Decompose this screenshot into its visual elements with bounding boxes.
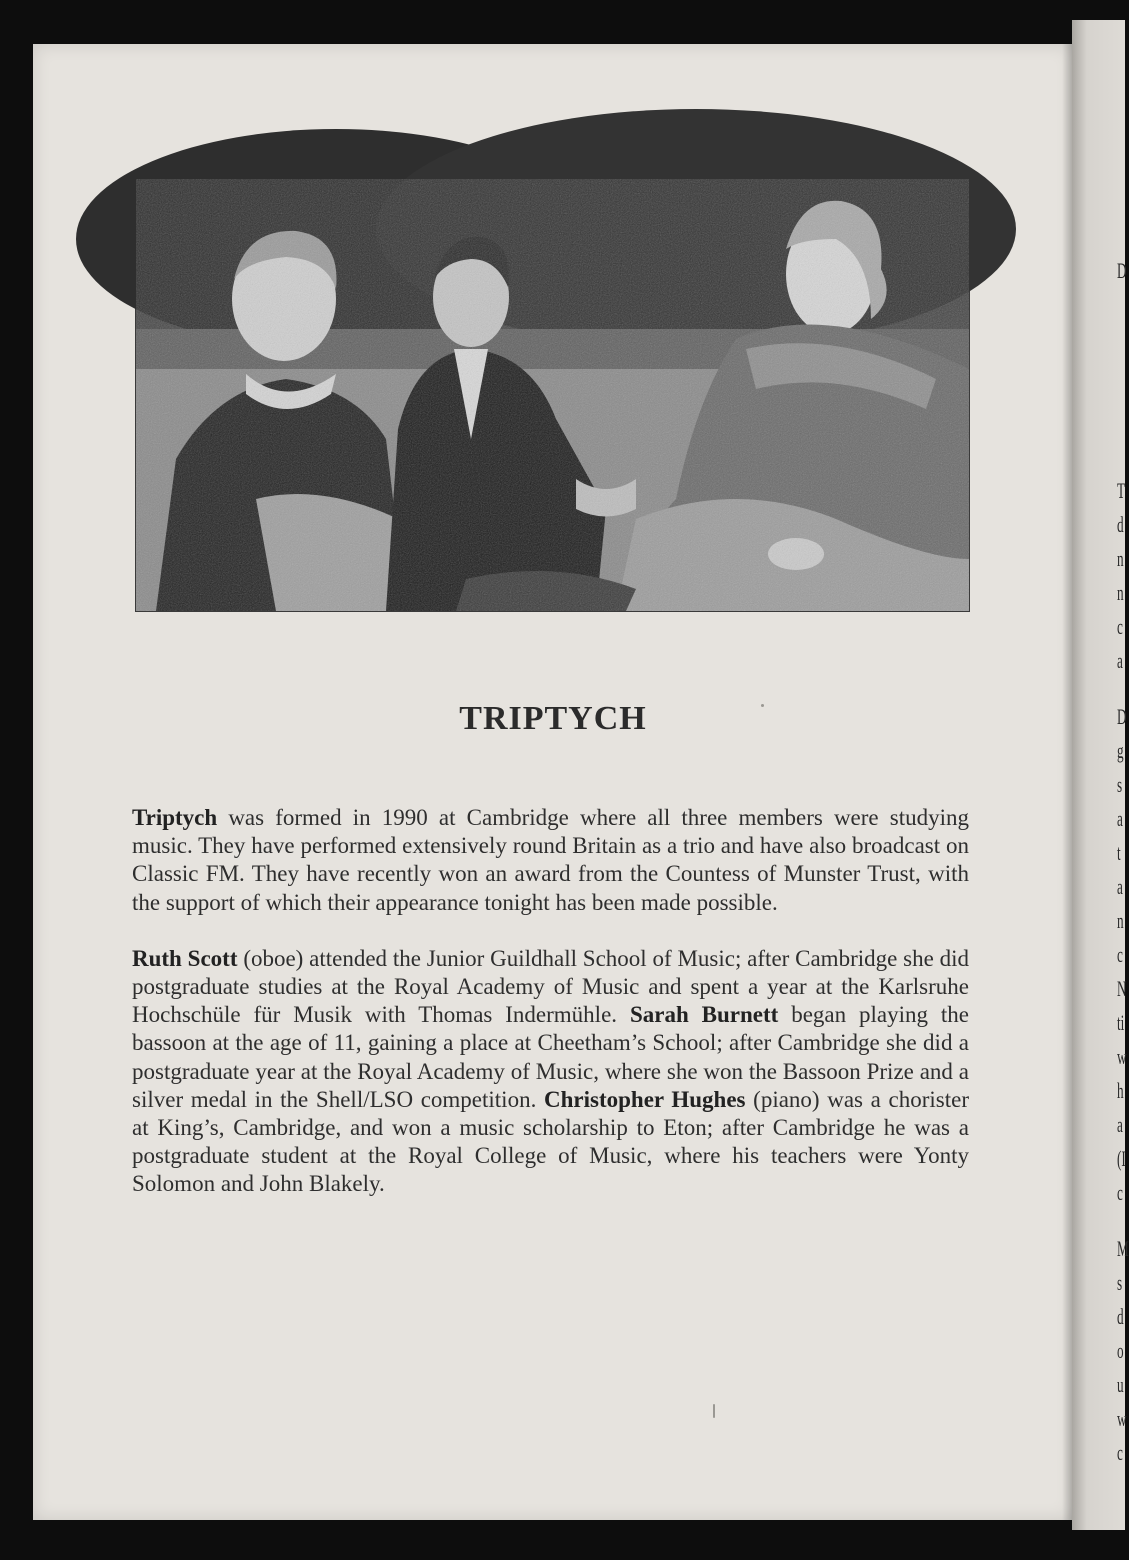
next-page-fragment: d	[1117, 1304, 1124, 1329]
next-page-fragment: c	[1117, 1440, 1123, 1465]
next-page-fragment: T	[1117, 478, 1126, 503]
next-page-fragment: c	[1117, 942, 1123, 967]
ensemble-name: Triptych	[132, 805, 218, 830]
member-name-christopher-hughes: Christopher Hughes	[544, 1086, 746, 1112]
photo-image	[136, 179, 969, 611]
member-bio-sarah-burnett: began playing the bassoon at the age of 11, gaining a place at Cheetham’s School; after Cambridge she did a postgraduate year at the Royal Academy of Music, where she won the Bassoon Prize and a silver medal in the Shell/LSO competition.	[132, 1002, 970, 1112]
paragraph-members	[132, 945, 969, 1199]
paper-speck	[713, 1404, 715, 1418]
member-name-sarah-burnett: Sarah Burnett	[629, 1002, 779, 1028]
next-page-fragment: w	[1117, 1044, 1127, 1069]
paper-speck	[761, 704, 764, 707]
member-name-ruth-scott: Ruth Scott	[132, 945, 238, 971]
next-page-fragment: g	[1117, 738, 1124, 763]
member-bio-christopher-hughes: (piano) was a chorister at King’s, Cambridge, and won a music scholarship to Eton; after Cambridge he was a postgraduate student at the Royal College of Music, where his teachers were Yonty Solomon and John Blakely.	[132, 1086, 970, 1197]
next-page-fragment: o	[1117, 1338, 1124, 1363]
next-page-fragment: s	[1117, 772, 1123, 797]
member-bio-ruth-scott: (oboe) attended the Junior Guildhall School of Music; after Cambridge she did postgraduate studies at the Royal Academy of Music and spent a year at the Karlsruhe Hochschüle für Musik with Thomas Indermühle.	[132, 945, 970, 1028]
paragraph-intro	[132, 804, 969, 917]
next-page-fragment: a	[1117, 874, 1123, 899]
next-page-fragment: d	[1117, 512, 1124, 537]
intro-text: was formed in 1990 at Cambridge where all three members were studying music. They have performed extensively round Britain as a trio and have also broadcast on Classic FM. They have recently won an award from the Countess of Munster Trust, with the support of which their appearance tonight has been made possible.	[132, 805, 969, 915]
next-page-fragment: a	[1117, 1112, 1123, 1137]
next-page-fragment: D	[1117, 258, 1127, 283]
next-page-fragment: s	[1117, 1270, 1123, 1295]
next-page-fragment: a	[1117, 648, 1123, 673]
next-page-fragment: h	[1117, 1078, 1124, 1103]
next-page-fragment: n	[1117, 580, 1124, 605]
next-page-fragment: w	[1117, 1406, 1127, 1431]
next-page-fragment: a	[1117, 806, 1123, 831]
next-page-fragment: t	[1117, 840, 1121, 865]
next-page-fragment: c	[1117, 1180, 1123, 1205]
page-title: TRIPTYCH	[459, 700, 647, 737]
next-page-fragment: D	[1117, 704, 1127, 729]
next-page-fragment: n	[1117, 908, 1124, 933]
next-page-fragment: (I	[1117, 1146, 1126, 1171]
body-text	[132, 804, 969, 1227]
next-page-fragment: N	[1117, 976, 1127, 1001]
next-page-fragment: c	[1117, 614, 1123, 639]
next-page-fragment: ti	[1117, 1010, 1125, 1035]
trio-photo	[135, 178, 970, 612]
next-page-edge	[1072, 20, 1129, 1530]
next-page-fragment: M	[1117, 1236, 1129, 1261]
next-page-fragment: u	[1117, 1372, 1124, 1397]
program-page	[33, 44, 1073, 1520]
next-page-fragment: n	[1117, 546, 1124, 571]
